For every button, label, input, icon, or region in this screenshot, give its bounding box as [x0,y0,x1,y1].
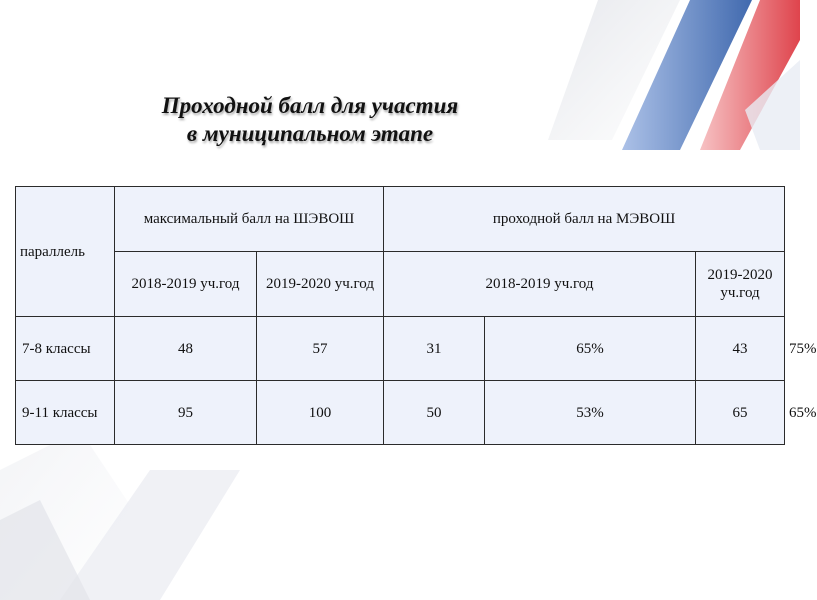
cell-pass-2018-pct: 53% [485,381,696,445]
header-year1-municipal: 2018-2019 уч.год [384,252,696,317]
header-max-score-school: максимальный балл на ШЭВОШ [115,187,384,252]
slide-title [80,92,540,148]
cell-max-2018: 48 [115,317,257,381]
cell-pass-2019: 43 [696,317,785,381]
corner-shapes-decoration [0,430,240,600]
header-year1-school: 2018-2019 уч.год [115,252,257,317]
cell-pass-2018: 50 [384,381,485,445]
scores-table [15,186,817,445]
header-year2-school: 2019-2020 уч.год [257,252,384,317]
row-label: 9-11 классы [16,381,115,445]
table-header-row [16,187,785,252]
cell-pass-2018-pct: 65% [485,317,696,381]
cell-pass-2019: 65 [696,381,785,445]
cell-max-2018: 95 [115,381,257,445]
header-pass-score-municipal: проходной балл на МЭВОШ [384,187,785,252]
cell-max-2019: 57 [257,317,384,381]
header-parallel: параллель [16,187,115,317]
row-label: 7-8 классы [16,317,115,381]
title-line-2: в муниципальном этапе [186,121,434,146]
table-subheader-row [16,252,785,317]
cell-pass-2018: 31 [384,317,485,381]
header-year2-municipal: 2019-2020 уч.год [696,252,785,317]
cell-max-2019: 100 [257,381,384,445]
table-row: 7-8 классы 48 57 31 65% 43 75% [16,317,785,381]
flag-ribbon-decoration [548,0,800,150]
table-row: 9-11 классы 95 100 50 53% 65 65% [16,381,785,445]
title-line-1: Проходной балл для участия [161,93,459,118]
